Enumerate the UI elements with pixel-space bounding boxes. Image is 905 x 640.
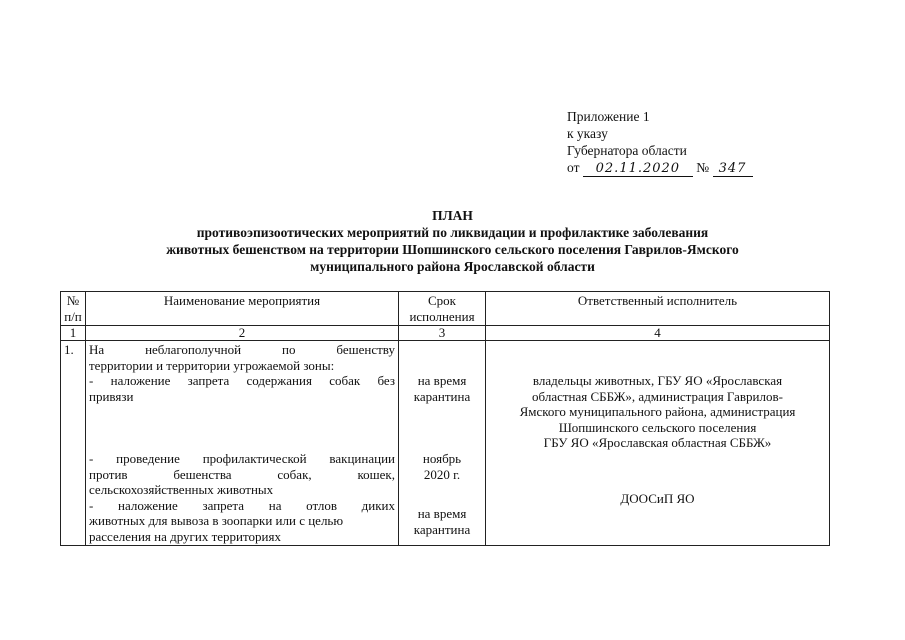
activity-item3-c: расселения на других территориях bbox=[89, 528, 281, 544]
activity-item1-a: - наложение запрета содержания собак без bbox=[89, 373, 395, 388]
header-activity: Наименование мероприятия bbox=[86, 292, 399, 326]
appendix-line-1: Приложение 1 bbox=[567, 109, 650, 124]
responsible-item1-b: областная СББЖ», администрация Гаврилов- bbox=[532, 388, 783, 404]
title-line-3: муниципального района Ярославской области bbox=[310, 259, 595, 274]
header-term: Срок исполнения bbox=[399, 292, 486, 326]
appendix-date-line bbox=[567, 159, 753, 177]
document-title bbox=[0, 207, 905, 275]
term-item1-a: на время bbox=[417, 373, 467, 388]
column-number: 4 bbox=[486, 326, 830, 341]
plan-table bbox=[60, 291, 830, 546]
activity-item3-b: животных для вывоза в зоопарки или с целью bbox=[89, 513, 344, 528]
responsible-item1-a: владельцы животных, ГБУ ЯО «Ярославская bbox=[532, 373, 783, 388]
term-item3-b: карантина bbox=[413, 521, 471, 537]
title-line-2: животных бешенством на территории Шопшинского сельского поселения Гаврилов-Ямского bbox=[166, 242, 739, 257]
table-header-row bbox=[61, 292, 830, 326]
activity-intro-b: территории и территории угрожаемой зоны: bbox=[89, 357, 335, 373]
term-item2-b: 2020 г. bbox=[423, 466, 461, 482]
appendix-note bbox=[567, 108, 753, 177]
activity-item2-b: против бешенства собак, кошек, bbox=[89, 466, 395, 482]
row-number: 1. bbox=[61, 341, 86, 546]
column-numbers-row bbox=[61, 326, 830, 341]
handwritten-number: 347 bbox=[713, 161, 753, 177]
column-number: 1 bbox=[61, 326, 86, 341]
activity-intro-a: На неблагополучной по бешенству bbox=[89, 342, 395, 357]
responsible-item1-d: Шопшинского сельского поселения bbox=[558, 419, 757, 435]
handwritten-date: 02.11.2020 bbox=[583, 161, 693, 177]
activity-item1-b: привязи bbox=[89, 388, 134, 404]
number-label: № bbox=[696, 160, 710, 175]
title-heading: ПЛАН bbox=[432, 208, 473, 223]
activity-item2-c: сельскохозяйственных животных bbox=[89, 482, 274, 497]
header-number: № п/п bbox=[61, 292, 86, 326]
from-label: от bbox=[567, 160, 580, 175]
activity-cell bbox=[86, 341, 399, 546]
term-item2-a: ноябрь bbox=[422, 451, 462, 466]
responsible-item1-c: Ямского муниципального района, администрация bbox=[519, 404, 796, 419]
term-item3-a: на время bbox=[417, 506, 467, 521]
responsible-item3: ДООСиП ЯО bbox=[620, 490, 695, 506]
appendix-line-2: к указу bbox=[567, 126, 608, 141]
column-number: 3 bbox=[399, 326, 486, 341]
header-responsible: Ответственный исполнитель bbox=[486, 292, 830, 326]
responsible-cell bbox=[486, 341, 830, 546]
activity-item2-a: - проведение профилактической вакцинации bbox=[89, 451, 395, 466]
term-item1-b: карантина bbox=[413, 388, 471, 404]
title-line-1: противоэпизоотических мероприятий по ликвидации и профилактике заболевания bbox=[196, 225, 709, 240]
term-cell bbox=[399, 341, 486, 546]
table-row bbox=[61, 341, 830, 546]
appendix-line-3: Губернатора области bbox=[567, 143, 687, 158]
responsible-item2: ГБУ ЯО «Ярославская областная СББЖ» bbox=[543, 435, 772, 450]
activity-item3-a: - наложение запрета на отлов диких bbox=[89, 497, 395, 513]
column-number: 2 bbox=[86, 326, 399, 341]
